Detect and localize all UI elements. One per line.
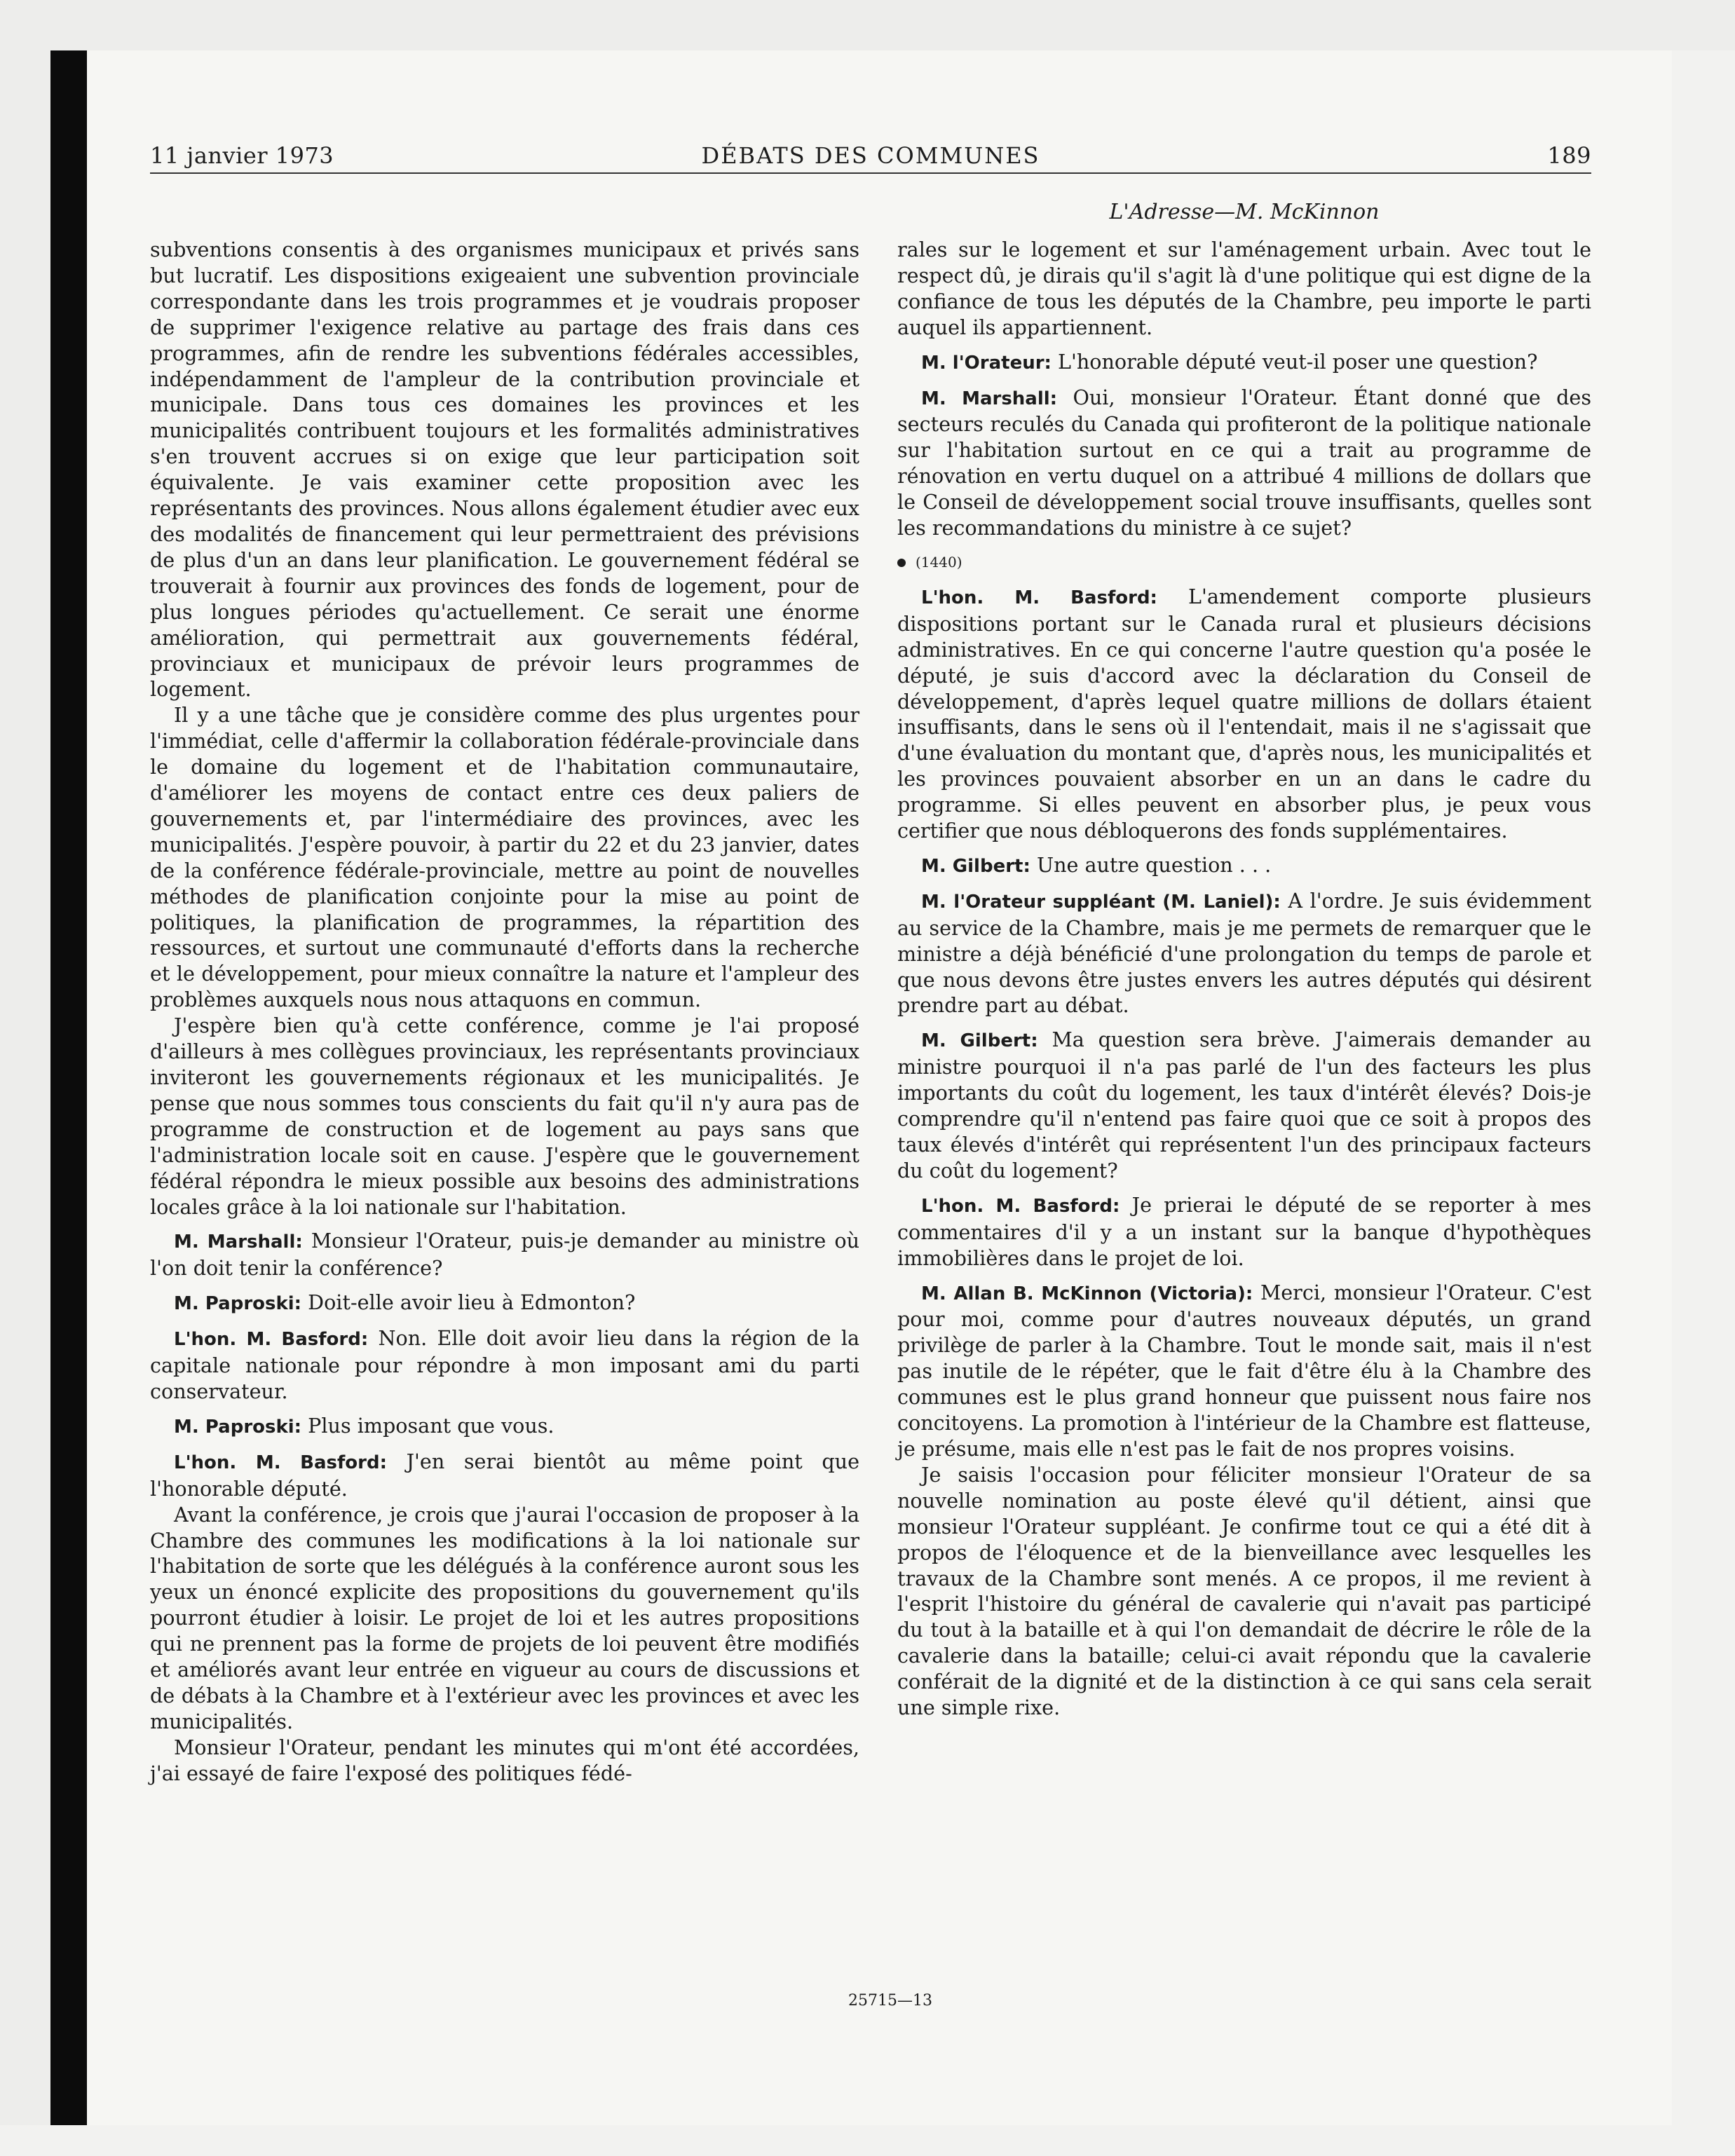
speaker-name: M. l'Orateur suppléant (M. Laniel): xyxy=(921,891,1281,913)
page-header xyxy=(150,142,1591,174)
running-head: L'Adresse—M. McKinnon xyxy=(1109,200,1380,224)
speech-text: L'honorable député veut-il poser une question? xyxy=(1058,349,1538,374)
speech-text: Une autre question . . . xyxy=(1036,852,1272,877)
paragraph: J'espère bien qu'à cette conférence, comme je l'ai proposé d'ailleurs à mes collègues provinciaux, les représentants provinciaux inviteront les gouvernements régionaux et les municipalités. Je pense que nous sommes tous conscients du fait qu'il n'y aura pas de programme de construction et de logement au pays sans que l'administration locale soit en cause. J'espère que le gouvernement fédéral répondra le mieux possible aux besoins des administrations locales grâce à la loi nationale sur l'habitation. xyxy=(150,1014,859,1219)
paragraph: Avant la conférence, je crois que j'aurai l'occasion de proposer à la Chambre des communes les modifications à la loi nationale sur l'habitation de sorte que les délégués à la conférence auront sous les yeux un énoncé explicite des propositions du gouvernement qu'ils pourront étudier à loisir. Le projet de loi et les autres propositions qui ne prennent pas la forme de projets de loi peuvent être modifiés et améliorés avant leur entrée en vigueur au cours de discussions et de débats à la Chambre et à l'extérieur avec les provinces et avec les municipalités. xyxy=(150,1502,859,1733)
speech xyxy=(150,1228,859,1281)
time-marker-text: (1440) xyxy=(916,553,962,571)
scan-bottom-margin xyxy=(0,2125,1735,2156)
paragraph: Monsieur l'Orateur, pendant les minutes qui m'ont été accordées, j'ai essayé de faire l'exposé des politiques fédé- xyxy=(150,1735,859,1785)
speaker-name: L'hon. M. Basford: xyxy=(174,1329,369,1351)
scan-binding-edge xyxy=(50,50,87,2125)
speech-text: Merci, monsieur l'Orateur. C'est pour moi, comme pour d'autres nouveaux députés, un grand privilège de parler à la Chambre. Tout le monde sait, mais il n'est pas inutile de le répéter, que le fait d'être élu à la Chambre des communes est le plus grand honneur que puissent nous faire nos concitoyens. La promotion à l'intérieur de la Chambre est flatteuse, je présume, mais elle n'est pas le fait de nos propres voisins. xyxy=(897,1280,1591,1461)
speech xyxy=(150,1449,859,1502)
speaker-name: M. Paproski: xyxy=(174,1416,302,1438)
speech-text: Plus imposant que vous. xyxy=(308,1413,554,1438)
speaker-name: M. Paproski: xyxy=(174,1293,302,1315)
speech-text: Monsieur l'Orateur, puis-je demander au ministre où l'on doit tenir la conférence? xyxy=(150,1229,859,1281)
speech-text: Ma question sera brève. J'aimerais demander au ministre pourquoi il n'a pas parlé de l'un des facteurs les plus importants du coût du logement, les taux d'intérêt élevés? Dois-je comprendre qu'il n'entend pas faire quoi que ce soit à propos des taux élevés d'intérêt qui représentent l'un des principaux facteurs du coût du logement? xyxy=(897,1028,1591,1182)
speech xyxy=(897,1027,1591,1183)
speaker-name: L'hon. M. Basford: xyxy=(921,587,1157,608)
bullet-icon xyxy=(897,559,906,567)
speech xyxy=(897,584,1591,844)
speech xyxy=(897,852,1591,880)
left-column xyxy=(150,237,859,1787)
printer-signature: 25715—13 xyxy=(848,1992,932,2010)
speech xyxy=(897,1280,1591,1462)
paragraph: Je saisis l'occasion pour féliciter monsieur l'Orateur de sa nouvelle nomination au poste élevé qu'il détient, ainsi que monsieur l'Orateur suppléant. Je confirme tout ce qui a été dit à propos de l'éloquence et de la bienveillance avec lesquelles les travaux de la Chambre sont menés. A ce propos, il me revient à l'esprit l'histoire du général de cavalerie qui n'avait pas participé du tout à la bataille et à qui l'on demandait de décrire le rôle de la cavalerie dans la bataille; celui-ci avait répondu que la cavalerie conférait de la dignité et de la distinction à ce qui sans cela serait une simple rixe. xyxy=(897,1462,1591,1720)
speech xyxy=(897,1192,1591,1271)
scan-top-margin xyxy=(0,0,1735,50)
speech-text: A l'ordre. Je suis évidemment au service de la Chambre, mais je me permets de remarquer que le ministre a déjà bénéficié d'une prolongation du temps de parole et que nous devons être justes envers les autres députés qui désirent prendre part au débat. xyxy=(897,888,1591,1018)
time-marker xyxy=(897,550,1591,575)
speech-text: Je prierai le député de se reporter à mes commentaires d'il y a un instant sur la banque d'hypothèques immobilières dans le projet de loi. xyxy=(897,1192,1591,1270)
speech xyxy=(150,1290,859,1317)
speaker-name: L'hon. M. Basford: xyxy=(174,1452,387,1473)
speaker-name: M. Gilbert: xyxy=(921,1030,1038,1052)
speaker-name: M. Gilbert: xyxy=(921,855,1030,877)
speaker-name: M. Marshall: xyxy=(174,1231,303,1253)
speech xyxy=(150,1413,859,1440)
speech-text: Non. Elle doit avoir lieu dans la région de la capitale nationale pour répondre à mon imposant ami du parti conservateur. xyxy=(150,1326,860,1403)
speaker-name: M. l'Orateur: xyxy=(921,352,1052,374)
speaker-name: L'hon. M. Basford: xyxy=(921,1195,1120,1217)
paragraph: rales sur le logement et sur l'aménagement urbain. Avec tout le respect dû, je dirais qu'il s'agit là d'une politique qui est digne de la confiance de tous les députés de la Chambre, peu importe le parti auquel ils appartiennent. xyxy=(897,238,1591,339)
paragraph: subventions consentis à des organismes municipaux et privés sans but lucratif. Les dispositions exigeaient une subvention provinciale correspondante dans les trois programmes et je voudrais proposer de supprimer l'exigence relative au partage des frais dans ces programmes, afin de rendre les subventions fédérales accessibles, indépendamment de l'ampleur de la contribution provinciale et municipale. Dans tous ces domaines les provinces et les municipalités contribuent toujours et les formalités administratives s'en trouvent accrues si on exige que leur participation soit équivalente. Je vais examiner cette proposition avec les représentants des provinces. Nous allons également étudier avec eux des modalités de financement qui leur permettraient des prévisions de plus d'un an dans leur planification. Le gouvernement fédéral se trouverait à fournir aux provinces des fonds de logement, pour de plus longues périodes qu'actuellement. Ce serait une énorme amélioration, qui permettrait aux gouvernements fédéral, provinciaux et municipaux de prévoir leurs programmes de logement. xyxy=(150,238,859,702)
speech xyxy=(150,1325,859,1405)
right-column xyxy=(897,237,1591,1721)
header-date: 11 janvier 1973 xyxy=(150,142,334,169)
speech-text: Oui, monsieur l'Orateur. Étant donné que des secteurs reculés du Canada qui profiteront de la politique nationale sur l'habitation surtout en ce qui a trait au programme de rénovation en vertu duquel on a attribué 4 millions de dollars que le Conseil de développement social trouve insuffisants, quelles sont les recommandations du ministre à ce sujet? xyxy=(897,385,1592,540)
speech-text: Doit-elle avoir lieu à Edmonton? xyxy=(308,1290,636,1315)
speech xyxy=(897,349,1591,376)
header-page-number: 189 xyxy=(1547,142,1591,169)
paragraph: Il y a une tâche que je considère comme des plus urgentes pour l'immédiat, celle d'affermir la collaboration fédérale-provinciale dans le domaine du logement et de l'habitation communautaire, d'améliorer les moyens de contact entre ces deux paliers de gouvernements et, par l'intermédiaire des provinces, avec les municipalités. J'espère pouvoir, à partir du 22 et du 23 janvier, dates de la conférence fédérale-provinciale, mettre au point de nouvelles méthodes de planification conjointe pour la mise au point de politiques, la planification de programmes, la répartition des ressources, et surtout une communauté d'efforts dans la recherche et le développement, pour mieux connaître la nature et l'ampleur des problèmes auxquels nous nous attaquons en commun. xyxy=(150,703,859,1012)
scan-right-margin xyxy=(1672,50,1735,2125)
speech-text: L'amendement comporte plusieurs dispositions portant sur le Canada rural et plusieurs décisions administratives. En ce qui concerne l'autre question qu'a posée le député, je suis d'accord avec la déclaration du Conseil de développement, d'après lequel quatre millions de dollars étaient insuffisants, dans le sens où il l'entendait, mais il ne s'agissait que d'une évaluation du montant que, d'après nous, les municipalités et les provinces pouvaient absorber en un an dans le cadre du programme. Si elles peuvent en absorber plus, je peux vous certifier que nous débloquerons des fonds supplémentaires. xyxy=(897,584,1591,843)
header-title: DÉBATS DES COMMUNES xyxy=(701,142,1040,169)
speech xyxy=(897,385,1591,541)
speech xyxy=(897,888,1591,1019)
speaker-name: M. Marshall: xyxy=(921,388,1058,409)
speech-text: J'en serai bientôt au même point que l'honorable député. xyxy=(150,1449,859,1501)
speaker-name: M. Allan B. McKinnon (Victoria): xyxy=(921,1283,1253,1304)
